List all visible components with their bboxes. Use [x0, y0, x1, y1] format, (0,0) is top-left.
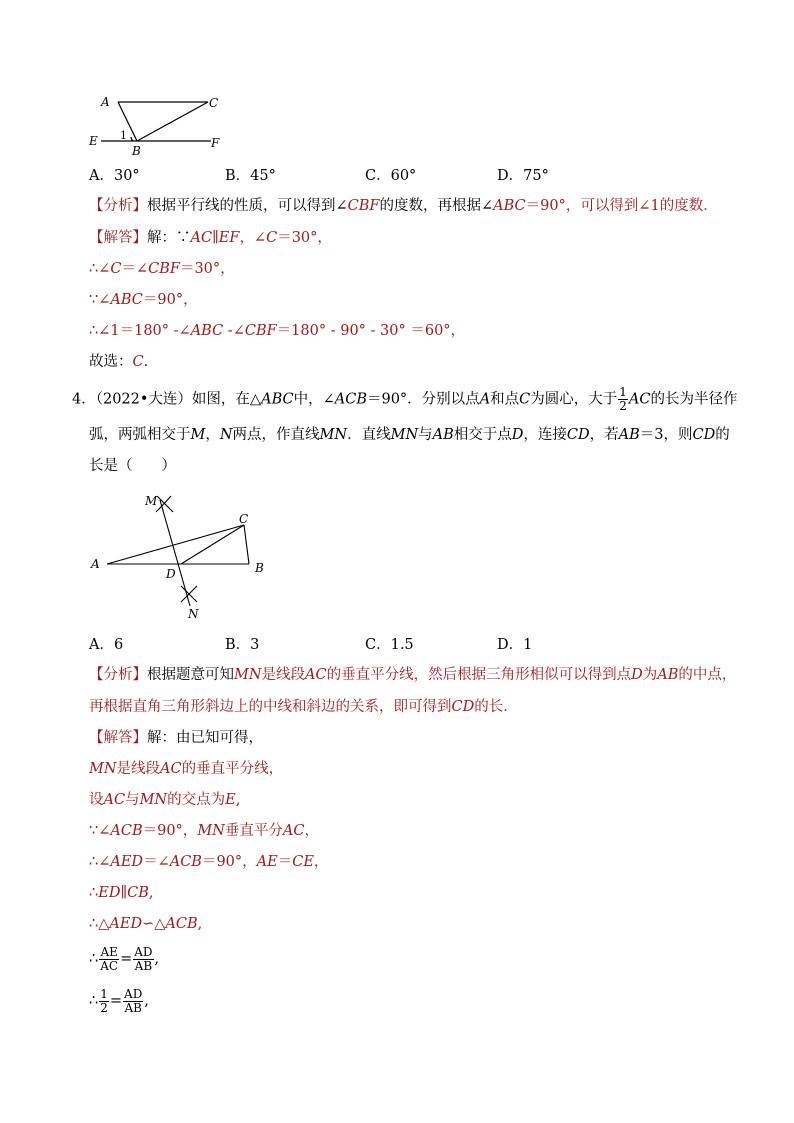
q3-answer-line-3: ∵∠ABC＝90°， [89, 292, 198, 308]
q3-option-b: B．45° [225, 168, 276, 184]
q4-answer-step-6: ∴△AED∽△ACB, [89, 916, 203, 932]
q4-answer-ratio-2: ∴ $\frac{1}{2}$ = $\frac{AD}{AB}$ , [89, 986, 149, 1015]
q3-option-d: D．75° [497, 168, 549, 184]
q3-option-a: A．30° [89, 168, 140, 184]
q4-analysis-line-1: 【分析】根据题意可知MN是线段AC的垂直平分线，然后根据三角形相似可以得到点D为AB的中点， [89, 667, 737, 683]
q4-analysis-line-2: 再根据直角三角形斜边上的中线和斜边的关系，即可得到CD的长． [89, 699, 518, 715]
label-c: C [209, 96, 219, 110]
label-b: B [132, 144, 141, 158]
q4-option-b: B．3 [225, 637, 260, 653]
figure-parallel-lines [85, 92, 235, 158]
label-d: D [166, 567, 176, 581]
q4-answer-step-3: ∵∠ACB＝90°，MN垂直平分AC， [89, 823, 319, 839]
q3-answer-line-1: 【解答】解：∵AC∥EF，∠C＝30°， [89, 230, 332, 246]
half-fraction: $\frac{1}{2}$ [619, 385, 627, 413]
label-b: B [255, 561, 264, 575]
label-a: A [101, 95, 110, 109]
figure-perpendicular-bisector [85, 488, 280, 626]
q3-answer-line-4: ∴∠1＝180° -∠ABC -∠CBF＝180° - 90° - 30° ＝60°， [89, 323, 466, 339]
q4-answer-step-1: MN是线段AC的垂直平分线， [89, 761, 284, 777]
label-e: E [89, 134, 98, 148]
q4-answer-ratio-1: ∴ $\frac{AE}{AC}$ = $\frac{AD}{AB}$ , [89, 944, 160, 973]
segment-cd [181, 525, 244, 564]
q4-stem-line-2: 弧，两弧相交于M，N两点，作直线MN．直线MN与AB相交于点D，连接CD，若AB＝3，则CD的 [89, 427, 730, 443]
q4-option-c: C．1.5 [365, 637, 414, 653]
q4-stem-line-1: 4．（2022•大连）如图，在△ABC中，∠ACB＝90°．分别以点A和点C为圆心，大于 $\frac{1}{2}$ AC的长为半径作 [72, 385, 738, 413]
q3-choice: 故选：C． [89, 354, 159, 370]
q4-answer-step-4: ∴∠AED＝∠ACB＝90°，AE＝CE， [89, 854, 329, 870]
label-m: M [145, 494, 158, 508]
segment-ac [107, 525, 244, 564]
q4-stem-line-3: 长是（ ） [89, 458, 176, 474]
q3-analysis: 【分析】根据平行线的性质，可以得到∠CBF的度数，再根据∠ABC＝90°，可以得到∠1的度数． [89, 198, 718, 214]
label-c: C [239, 512, 249, 526]
q4-option-a: A．6 [89, 637, 124, 653]
angle-1-arc [131, 137, 133, 141]
label-n: N [188, 607, 199, 621]
arc-m-2 [156, 496, 171, 512]
q4-answer-intro: 【解答】解：由已知可得， [89, 730, 263, 746]
q3-answer-line-2: ∴∠C＝∠CBF＝30°， [89, 261, 235, 277]
label-1: 1 [120, 129, 127, 142]
label-a: A [91, 557, 100, 571]
q4-option-d: D．1 [497, 637, 533, 653]
label-f: F [211, 136, 220, 150]
q3-option-c: C．60° [365, 168, 417, 184]
q4-answer-step-5: ∴ED∥CB, [89, 885, 154, 901]
q4-answer-step-2: 设AC与MN的交点为E, [89, 792, 241, 808]
arc-m-1 [157, 496, 173, 512]
segment-cb [244, 525, 249, 564]
segment-bc [137, 102, 208, 141]
